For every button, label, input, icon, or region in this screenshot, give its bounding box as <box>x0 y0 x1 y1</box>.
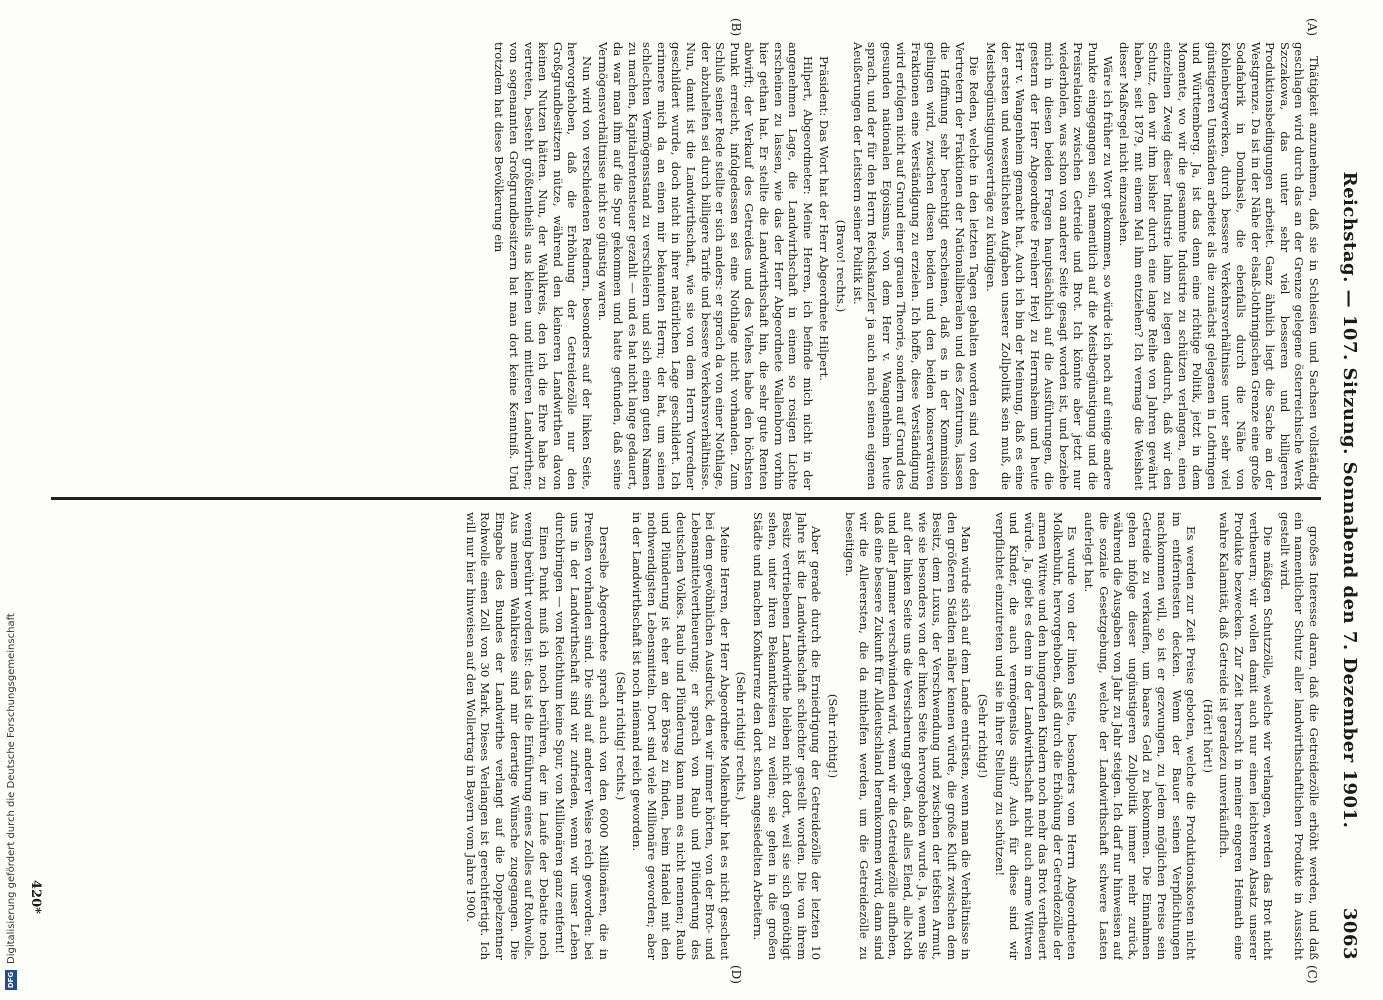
footer-number: 420* <box>28 880 43 914</box>
paragraph: großes Interesse daran, daß die Getreidezölle erhöht werden, und daß ein namentlicher Schutz aller landwirthschaftlichen Produkte in Aussicht gestellt wird. <box>1277 512 1321 960</box>
paragraph: Einen Punkt muß ich noch berühren, der im Laufe der Debatte noch wenig berührt worden ist: das ist die Einführung eines Zolles auf Rohwolle. Aus meinem Wahlkreise sind mir derartige Wünsche zugegangen. Die Eingabe des Bundes der Landwirthe verlangt auf die Doppelzentner Rohwolle einen Zoll von 30 Mark. Dieses Verlangen ist gerechtfertigt. Ich will nur hier hinweisen auf den Wollertrag in Bayern vom Jahre 1900. <box>463 512 551 960</box>
paragraph: Die mäßigen Schutzzölle, welche wir verlangen, werden das Brot nicht vertheuern; wir wollen damit auch nur einen leichteren Absatz unserer Produkte bezwecken. Zur Zeit herrscht in meiner engeren Heimath eine wahre Kalamität, daß Getreide ist geradezu unverkäuflich. <box>1217 512 1276 960</box>
interjection: (Sehr richtig!) <box>975 693 990 779</box>
left-column <box>51 42 1321 490</box>
paragraph: Es wurde von der linken Seite, besonders vom Herrn Abgeordneten Molkenbuhr, hervorgehoben, daß durch die Erhöhung der Getreidezölle der armen Wittwe und den hungernden Kindern noch mehr das Brot vertheuert würde. Ja, giebt es denn in der Landwirthschaft nicht auch arme Wittwen und Kinder, die auch vermögenslos sind? Auch für diese sind wir verpflichtet einzutreten und sie in ihrer Stellung zu schützen! <box>992 512 1080 960</box>
paragraph: Derselbe Abgeordnete sprach auch von den 6000 Millionären, die in Preußen vorhanden sind. Die sind auf anderer Weise reich geworden: bei uns in der Landwirthschaft sind wir zufrieden, wenn wir unser Leben durchbringen — von Reichthum keine Spur, von Millionären ganz entfernt! <box>553 512 612 960</box>
paragraph: Präsident: Das Wort hat der Herr Abgeordnete Hilpert. <box>817 56 832 381</box>
interjection: (Sehr richtig! rechts.) <box>613 671 628 801</box>
paragraph: Es werden zur Zeit Preise geboten, welche die Produktionskosten nicht im entferntesten decken. Wenn der Bauer seinen Verpflichtungen nachkommen will, so ist er gezwungen, zu jedem möglichen Preise sein Getreide zu verkaufen, um baares Geld zu bekommen. Die Einnahmen gehen infolge dieser ungünstigeren Zollpolitik immer mehr zurück, während die Ausgaben von Jahr zu Jahr steigen. Ich darf nur hinweisen auf die soziale Gesetzgebung, welche der Landwirthschaft schwere Lasten auferlegt hat. <box>1082 512 1199 960</box>
page-number: 3063 <box>1339 907 1361 960</box>
margin-marker-c: (C) <box>1305 965 1319 984</box>
paragraph: Wäre ich früher zu Wort gekommen, so würde ich noch auf einige andere Punkte eingegangen sein, namentlich auf die Meistbegünstigung und die Preisrelation zwischen Getreide und Brot. Ich könnte aber jetzt nur wiederholen, was schon von anderer Seite gesagt worden ist, und beziehe mich in diesen beiden Fragen hauptsächlich auf die Ausführungen, die gestern der Herr Abgeordnete Freiherr Heyl zu Herrnsheim und heute Herr v. Wangenheim gemacht hat. Auch ich bin der Meinung, daß es eine der ersten und wesentlichsten Aufgaben unserer Zollpolitik sein muß, die Meistbegünstigungsverträge zu kündigen. <box>983 42 1115 490</box>
column-divider <box>51 497 1321 500</box>
credit-text: Digitalisierung gefördert durch die Deutsche Forschungsgemeinschaft <box>5 613 17 964</box>
margin-marker-d: (D) <box>729 965 743 984</box>
paragraph: Nun wird von verschiedenen Rednern, besonders auf der linken Seite, hervorgehoben, daß die Erhöhung der Getreidezölle nur den Großgrundbesitzern nütze, während den kleineren Landwirthen davon keinen Nutzen hätten. Nun, der Wahlkreis, den ich die Ehre habe zu vertreten, besteht größtentheils aus kleinen und mittleren Landwirthen; von sogenannten Großgrundbesitzern hat man dort keine Kenntniß. Und trotzdem hat diese Bevölkerung ein <box>492 42 594 490</box>
margin-marker-b: (B) <box>729 18 743 37</box>
dfg-logo-icon: DFG <box>7 971 15 989</box>
margin-marker-a: (A) <box>1305 18 1319 37</box>
paragraph: Hilpert, Abgeordneter: Meine Herren, ich befinde mich nicht in der angenehmen Lage, die Landwirthschaft in einem so rosigen Lichte erscheinen zu lassen, wie das der Herr Abgeordnete Wallenborn vorhin hier gethan hat. Er stellte die Landwirthschaft hin, die sehr gute Renten abwirft; der Verkauf des Getreides und des Viehes habe den höchsten Punkt erreicht, infolgedessen sei eine Nothlage nicht vorhanden. Zum Schluß seiner Rede stellte er sich anders: er sprach da von einer Nothlage, der abzuhelfen sei durch billigere Tarife und bessere Verkehrsverhältnisse. Nun, damit ist die Landwirthschaft, wie sie von dem Herrn Vorredner geschildert wurde, doch nicht in ihrer natürlichen Lage geschildert. Ich erinnere mich da an einen mir bekannten Herrn; der hat, um seinen schlechten Vermögensstand zu verschleiern und sich einen guten Namen zu machen, Kapitalrentensteuer gezahlt — und es hat nicht lange gedauert, da war man ihm auf die Spur gekommen und hatte gefunden, daß seine Vermögensverhältnisse nicht so günstig waren. <box>596 42 815 490</box>
interjection: (Sehr richtig! rechts.) <box>734 671 749 801</box>
page-header <box>1335 40 1365 960</box>
header-title: Reichstag. — 107. Sitzung. Sonnabend den 7. Dezember 1901. <box>1339 171 1361 829</box>
digitization-credit <box>0 0 22 1000</box>
right-column <box>51 512 1321 960</box>
paragraph: Thätigkeit anzunehmen, daß sie in Schlesien und Sachsen vollständig geschlagen wird durch das an der Grenze gelegene österreichische Werk Szczakowa, das unter sehr viel besseren und billigeren Produktionsbedingungen arbeitet. Ganz ähnlich liegt die Sache an der Westgrenze. Da ist in der Nähe der elsaß-lothringischen Grenze eine große Sodafabrik in Dombasle, die ebenfalls durch die Nähe von Kohlenbergwerken, durch bessere Verkehrsverhältnisse unter sehr viel günstigeren Umständen arbeitet als die zunächst gelegenen in Lothringen und Württemberg. Ja, ist das denn eine richtige Politik, jetzt in dem Momente, wo wir die gesammte Industrie zu schützen verlangen, einen einzelnen Zweig dieser Industrie lahm zu legen dadurch, daß wir den Schutz, den wir ihm bisher durch eine lange Reihe von Jahren gewährt haben, seit 1879, mit einem Mal ihm entziehen? Ich vermag die Weisheit dieser Maßregel nicht einzusehen. <box>1117 42 1321 490</box>
interjection: (Bravo! rechts.) <box>834 219 848 313</box>
paragraph: Meine Herren, der Herr Abgeordnete Molkenbuhr hat es nicht gescheut bei dem gewöhnlichen Ausdruck, den wir immer hörten, von der Brot- und Lebensmittelvertheuerung; er sprach von Raub und Plünderung des deutschen Volkes. Raub und Plünderung kann man es nicht nennen; Raub und Plünderung ist eher an der Börse zu finden, beim Handel mit den nothwendigsten Lebensmitteln. Dort sind viele Millionäre geworden; aber in der Landwirthschaft ist noch niemand reich geworden. <box>630 512 732 960</box>
paragraph: Man würde sich auf dem Lande entrüsten, wenn man die Verhältnisse in den größeren Städten näher kennen würde, die große Kluft zwischen dem Besitz, dem Luxus, der Verschwendung und zwischen der tiefsten Armut, wie sie besonders von der linken Seite hervorgehoben wurde. Ja, wenn Sie auf der linken Seite uns die Versicherung geben, daß alles Elend, alle Noth und aller Jammer verschwinden wird, wenn wir die Getreidezölle aufheben, daß eine bessere Zukunft für Alldeutschland herankommen wird, dann sind wir die Allerersten, die da mithelfen werden, um die Getreidezölle zu beseitigen. <box>842 512 974 960</box>
paragraph: Die Reden, welche in den letzten Tagen gehalten worden sind von den Vertretern der Fraktionen der Nationalliberalen und des Zentrums, lassen die Hoffnung sehr berechtigt erscheinen, daß es in der Kommission gelingen wird, zwischen diesen beiden und den beiden konservativen Fraktionen eine Verständigung zu erzielen. Ich hoffe, diese Verständigung wird erfolgen nicht auf Grund einer grauen Theorie, sondern auf Grund des gesunden nationalen Egoismus, von dem Herr v. Wangenheim heute sprach, und der für den Herrn Reichskanzler ja auch nach seinen eigenen Aeußerungen der Leitstern seiner Politik ist. <box>850 42 982 490</box>
interjection: (Hört! hört!) <box>1200 699 1215 773</box>
paragraph: Aber gerade durch die Erniedrigung der Getreidezölle der letzten 10 Jahre ist die Landwirthschaft schlechter gestellt worden. Die von ihrem Besitz vertriebenen Landwirthe bleiben nicht dort, weil sie sich genöthigt sehen, unter ihren Bekanntkreisen zu weilen; sie gehen in die großen Städte und machen Konkurrenz den dort schon angesiedelten Arbeitern. <box>751 512 824 960</box>
interjection: (Sehr richtig!) <box>826 693 840 779</box>
